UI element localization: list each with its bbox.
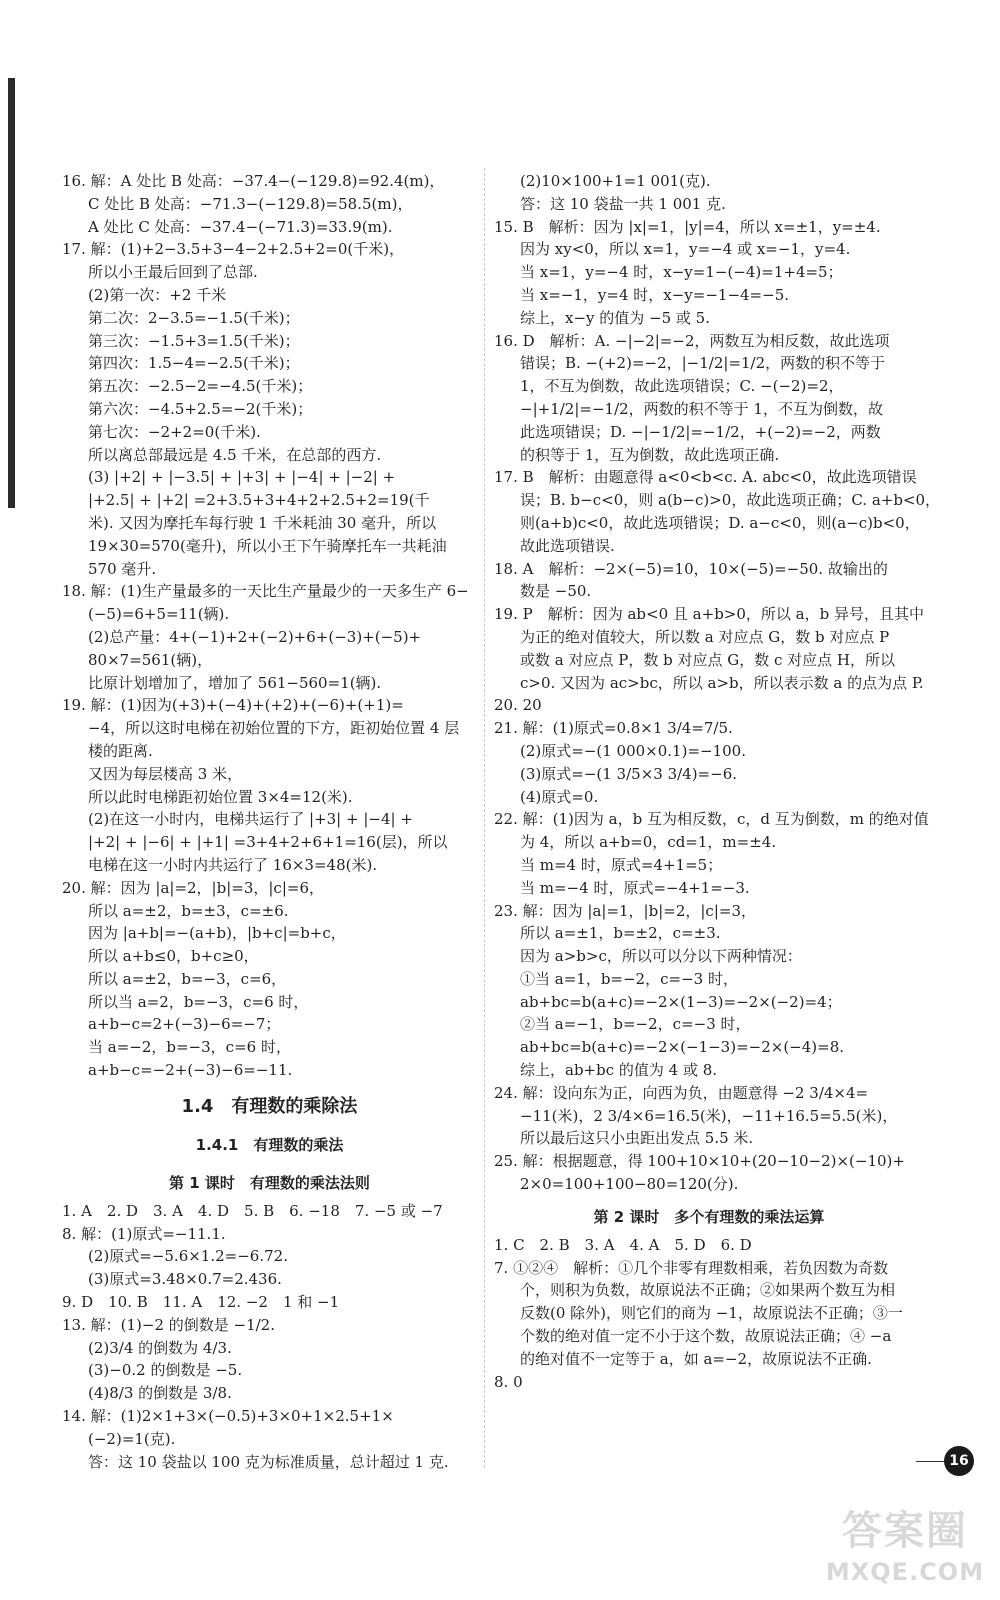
answer-line: 答：这 10 袋盐以 100 克为标准质量，总计超过 1 克. — [88, 1452, 449, 1471]
answer-line: 1. C 2. B 3. A 4. A 5. D 6. D — [494, 1235, 752, 1254]
answer-line: 15. B 解析：因为 |x|=1，|y|=4，所以 x=±1，y=±4. — [494, 217, 881, 236]
answer-line: 24. 解：设向东为正，向西为负，由题意得 −2 3/4×4= — [494, 1083, 869, 1102]
right-answer-lines — [494, 170, 941, 1196]
answer-line: 又因为每层楼高 3 米， — [88, 764, 243, 783]
answer-line: A 处比 C 处高：−37.4−(−71.3)=33.9(m). — [88, 217, 393, 236]
answer-line: 因为 xy<0，所以 x=1，y=−4 或 x=−1，y=4. — [520, 240, 851, 259]
answer-line: 第七次：−2+2=0(千米). — [88, 422, 261, 441]
answer-line: 80×7=561(辆)， — [88, 650, 213, 669]
answer-line: 所以 a+b≤0，b+c≥0， — [88, 947, 259, 966]
answer-line: 1，不互为倒数，故此选项错误；C. −(−2)=2， — [520, 377, 844, 396]
watermark — [820, 1505, 990, 1595]
answer-line: 1. A 2. D 3. A 4. D 5. B 6. −18 7. −5 或 −7 — [62, 1201, 443, 1220]
answer-line: 570 毫升. — [88, 559, 157, 578]
page-number: 16 — [944, 1446, 974, 1476]
answer-line: 所以小王最后回到了总部. — [88, 263, 258, 282]
answer-line: −11(米)，2 3/4×6=16.5(米)，−11+16.5=5.5(米)， — [520, 1106, 898, 1125]
column-separator — [484, 168, 486, 1468]
answer-line: 13. 解：(1)−2 的倒数是 −1/2. — [62, 1315, 275, 1334]
answer-line: 此选项错误；D. −|−1/2|=−1/2，+(−2)=−2，两数 — [520, 422, 881, 441]
answer-line: 当 m=−4 时，原式=−4+1=−3. — [520, 878, 750, 897]
answer-line: 21. 解：(1)原式=0.8×1 3/4=7/5. — [494, 719, 733, 738]
subsection-title: 1.4.1 有理数的乘法 — [195, 1135, 344, 1154]
answer-line: 第四次：1.5−4=−2.5(千米)； — [88, 354, 300, 373]
answer-line: 或数 a 对应点 P，数 b 对应点 G，数 c 对应点 H，所以 — [520, 650, 896, 669]
answer-line: ①当 a=1，b=−2，c=−3 时， — [520, 969, 738, 988]
answer-line: 比原计划增加了，增加了 561−560=1(辆). — [88, 673, 382, 692]
answer-line: (2)在这一小时内，电梯共运行了 |+3| + |−4| + — [88, 810, 413, 829]
answer-line: (2)第一次：+2 千米 — [88, 285, 227, 304]
answer-line: (2)总产量：4+(−1)+2+(−2)+6+(−3)+(−5)+ — [88, 627, 422, 646]
answer-line: 答：这 10 袋盐一共 1 001 克. — [520, 194, 726, 213]
answer-line: 18. A 解析：−2×(−5)=10，10×(−5)=−50. 故输出的 — [494, 559, 888, 578]
answer-line: 14. 解：(1)2×1+3×(−0.5)+3×0+1×2.5+1× — [62, 1407, 394, 1426]
answer-line: 22. 解：(1)因为 a，b 互为相反数，c，d 互为倒数，m 的绝对值 — [494, 810, 929, 829]
page-number-rule — [916, 1461, 944, 1462]
answer-line: 7. ①②④ 解析：①几个非零有理数相乘，若负因数为奇数 — [494, 1258, 889, 1277]
page-binding-edge — [8, 78, 15, 508]
right-column — [494, 170, 941, 1393]
answer-line: 所以最后这只小虫距出发点 5.5 米. — [520, 1129, 754, 1148]
answer-line: (3)原式=−(1 3/5×3 3/4)=−6. — [520, 764, 738, 783]
answer-line: 25. 解：根据题意，得 100+10×10+(20−10−2)×(−10)+ — [494, 1152, 905, 1171]
answer-line: 故此选项错误. — [520, 536, 615, 555]
answer-line: C 处比 B 处高：−71.3−(−129.8)=58.5(m)， — [88, 194, 413, 213]
answer-line: (−2)=1(克). — [88, 1429, 176, 1448]
answer-line: 当 x=1，y=−4 时，x−y=1−(−4)=1+4=5； — [520, 263, 843, 282]
answer-line: 数是 −50. — [520, 582, 592, 601]
answer-line: ②当 a=−1，b=−2，c=−3 时， — [520, 1015, 751, 1034]
answer-line: 19×30=570(毫升)，所以小王下午骑摩托车一共耗油 — [88, 536, 447, 555]
watermark-cn: 答案圈 — [842, 1508, 968, 1554]
left-column — [62, 170, 477, 1473]
answer-line: 8. 0 — [494, 1372, 523, 1391]
answer-line: 个，则积为负数，故原说法不正确；②如果两个数互为相 — [520, 1281, 896, 1300]
answer-line: 电梯在这一小时内共运行了 16×3=48(米). — [88, 855, 378, 874]
answer-line: 当 m=4 时，原式=4+1=5； — [520, 855, 723, 874]
answer-line: 所以离总部最远是 4.5 千米，在总部的西方. — [88, 445, 382, 464]
answer-line: 第三次：−1.5+3=1.5(千米)； — [88, 331, 300, 350]
answer-line: 16. 解：A 处比 B 处高：−37.4−(−129.8)=92.4(m)， — [62, 172, 445, 190]
answer-line: 因为 |a+b|=−(a+b)，|b+c|=b+c， — [88, 924, 346, 943]
watermark-en: MXQE.COM — [825, 1558, 985, 1586]
answer-line: (3) |+2| + |−3.5| + |+3| + |−4| + |−2| + — [88, 468, 396, 487]
answer-line: −|+1/2|=−1/2，两数的积不等于 1，不互为倒数，故 — [520, 399, 883, 418]
answer-line: (4)原式=0. — [520, 787, 599, 806]
lesson1-title: 第 1 课时 有理数的乘法法则 — [169, 1173, 370, 1192]
answer-line: 所以 a=±2，b=±3，c=±6. — [88, 901, 289, 920]
answer-line: (2)3/4 的倒数为 4/3. — [88, 1338, 232, 1357]
answer-line: 17. B 解析：由题意得 a<0<b<c. A. abc<0，故此选项错误 — [494, 468, 917, 487]
answer-line: 个数的绝对值一定不小于这个数，故原说法正确；④ −a — [520, 1327, 892, 1346]
answer-line: 因为 a>b>c，所以可以分以下两种情况： — [520, 947, 802, 966]
answer-line: 米). 又因为摩托车每行驶 1 千米耗油 30 毫升，所以 — [88, 513, 437, 532]
answer-line: (4)8/3 的倒数是 3/8. — [88, 1384, 232, 1403]
answer-line: 18. 解：(1)生产量最多的一天比生产量最少的一天多生产 6− — [62, 582, 469, 601]
answer-line: 为 4，所以 a+b=0，cd=1，m=±4. — [520, 833, 777, 852]
answer-line: 第六次：−4.5+2.5=−2(千米)； — [88, 399, 313, 418]
answer-line: 所以 a=±2，b=−3，c=6， — [88, 969, 287, 988]
section-title: 1.4 有理数的乘除法 — [181, 1095, 358, 1117]
answer-line: 的绝对值不一定等于 a，如 a=−2，故原说法不正确. — [520, 1349, 872, 1368]
answer-line: |+2.5| + |+2| =2+3.5+3+4+2+2.5+2=19(千 — [88, 491, 430, 510]
answer-line: 23. 解：因为 |a|=1，|b|=2，|c|=3， — [494, 901, 756, 920]
answer-line: (3)−0.2 的倒数是 −5. — [88, 1361, 243, 1380]
answer-line: 2×0=100+100−80=120(分). — [520, 1175, 739, 1194]
answer-line: a+b−c=−2+(−3)−6=−11. — [88, 1061, 293, 1080]
lesson2-title: 第 2 课时 多个有理数的乘法运算 — [593, 1207, 825, 1226]
answer-line: 所以 a=±1，b=±2，c=±3. — [520, 924, 721, 943]
answer-line: (2)10×100+1=1 001(克). — [520, 172, 711, 190]
lesson1-answer-lines — [62, 1200, 477, 1474]
answer-line: ab+bc=b(a+c)=−2×(1−3)=−2×(−2)=4； — [520, 992, 842, 1011]
left-answer-lines — [62, 170, 477, 1082]
answer-line: 错误；B. −(+2)=−2，|−1/2|=1/2，两数的积不等于 — [520, 354, 886, 373]
answer-line: 反数(0 除外)，则它们的商为 −1，故原说法不正确；③一 — [520, 1304, 903, 1323]
answer-line: 综上，x−y 的值为 −5 或 5. — [520, 308, 710, 327]
answer-line: (2)原式=−5.6×1.2=−6.72. — [88, 1247, 288, 1266]
answer-line: 20. 20 — [494, 696, 542, 715]
answer-line: (3)原式=3.48×0.7=2.436. — [88, 1270, 282, 1289]
answer-line: 所以此时电梯距初始位置 3×4=12(米). — [88, 787, 353, 806]
answer-line: 误；B. b−c<0，则 a(b−c)>0，故此选项正确；C. a+b<0， — [520, 491, 941, 510]
lesson2-answer-lines — [494, 1234, 924, 1394]
answer-line: 19. 解：(1)因为(+3)+(−4)+(+2)+(−6)+(+1)= — [62, 696, 404, 715]
answer-line: 19. P 解析：因为 ab<0 且 a+b>0，所以 a，b 异号，且其中 — [494, 605, 924, 624]
answer-line: 当 x=−1，y=4 时，x−y=−1−4=−5. — [520, 285, 790, 304]
answer-line: 为正的绝对值较大，所以数 a 对应点 G，数 b 对应点 P — [520, 627, 890, 646]
answer-line: 楼的距离. — [88, 741, 153, 760]
answer-line: 的积等于 1，互为倒数，故此选项正确. — [520, 445, 780, 464]
answer-line: −4，所以这时电梯在初始位置的下方，距初始位置 4 层 — [88, 719, 460, 738]
answer-line: a+b−c=2+(−3)−6=−7； — [88, 1015, 281, 1034]
answer-line: 9. D 10. B 11. A 12. −2 1 和 −1 — [62, 1293, 340, 1312]
answer-line: c>0. 又因为 ac>bc，所以 a>b，所以表示数 a 的点为点 P. — [520, 673, 924, 692]
answer-line: 第二次：2−3.5=−1.5(千米)； — [88, 308, 300, 327]
answer-line: 8. 解：(1)原式=−11.1. — [62, 1224, 226, 1243]
answer-line: 第五次：−2.5−2=−4.5(千米)； — [88, 377, 313, 396]
answer-line: 16. D 解析：A. −|−2|=−2，两数互为相反数，故此选项 — [494, 331, 890, 350]
answer-line: 17. 解：(1)+2−3.5+3−4−2+2.5+2=0(千米)， — [62, 240, 405, 259]
answer-line: 所以当 a=2，b=−3，c=6 时， — [88, 992, 309, 1011]
answer-line: (−5)=6+5=11(辆). — [88, 605, 230, 624]
answer-line: ab+bc=b(a+c)=−2×(−1−3)=−2×(−4)=8. — [520, 1038, 845, 1057]
answer-line: 综上，ab+bc 的值为 4 或 8. — [520, 1061, 718, 1080]
answer-line: 则(a+b)c<0，故此选项错误；D. a−c<0，则(a−c)b<0， — [520, 513, 920, 532]
answer-line: |+2| + |−6| + |+1| =3+4+2+6+1=16(层)，所以 — [88, 833, 448, 852]
answer-line: 当 a=−2，b=−3，c=6 时， — [88, 1038, 291, 1057]
answer-line: (2)原式=−(1 000×0.1)=−100. — [520, 741, 746, 760]
answer-line: 20. 解：因为 |a|=2，|b|=3，|c|=6， — [62, 878, 324, 897]
